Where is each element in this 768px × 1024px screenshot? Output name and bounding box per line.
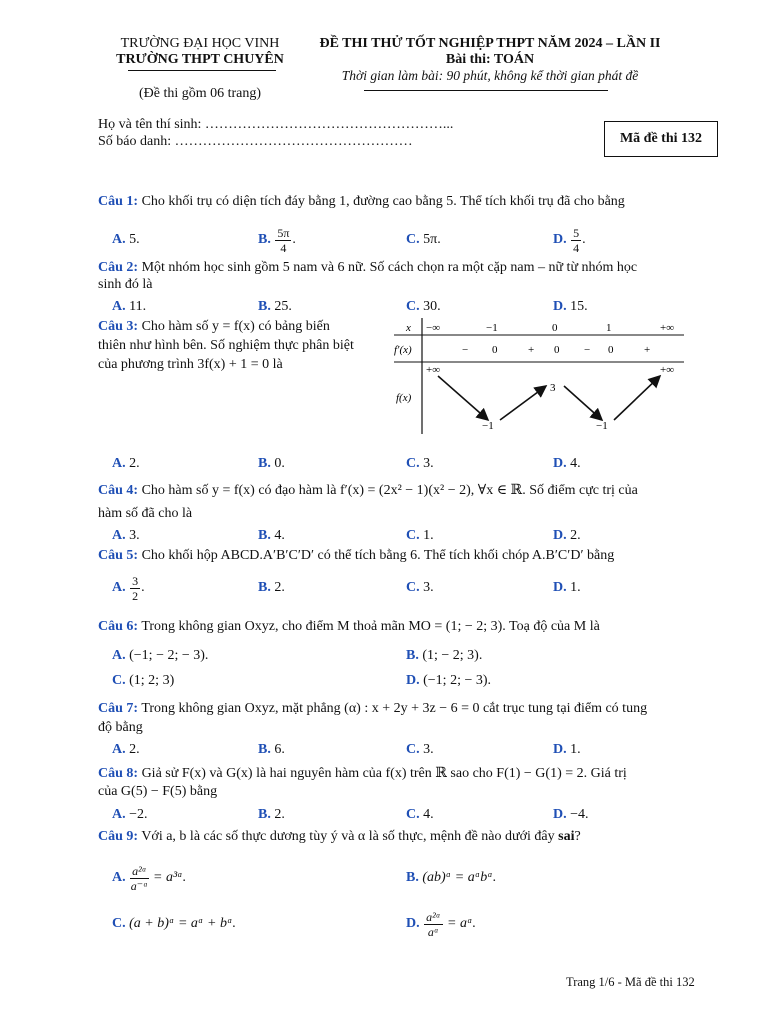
- question-text: Cho hàm số y = f(x) có đạo hàm là f′(x) = (2x² − 1)(x² − 2), ∀x ∈ ℝ. Số điểm cực trị của: [141, 483, 638, 498]
- question-9: Câu 9: Với a, b là các số thực dương tùy ý và α là số thực, mệnh đề nào dưới đây sai?: [98, 829, 581, 844]
- school-subname: TRƯỜNG THPT CHUYÊN: [116, 52, 284, 67]
- q2-option-d: D. 15.: [553, 299, 588, 314]
- vt-sign: 0: [492, 344, 498, 356]
- q9-option-d: D. $\frac{\text{a²ᵅ}}{\text{aᵅ}}$ = aᵅ.: [406, 909, 477, 939]
- question-label: Câu 8:: [98, 766, 139, 781]
- question-3: [98, 319, 330, 335]
- question-3-cont1: thiên như hình bên. Số nghiệm thực phân biệt: [98, 338, 354, 353]
- vt-f-label: f(x): [396, 392, 412, 404]
- page-footer: Trang 1/6 - Mã đề thi 132: [566, 975, 695, 989]
- question-label: Câu 1:: [98, 194, 139, 209]
- vt-sign: +: [528, 344, 535, 356]
- q7-option-a: A. 2.: [112, 742, 140, 757]
- vt-sign: 0: [554, 344, 560, 356]
- question-text: Trong không gian Oxyz, cho điểm M thoả mãn MO = (1; − 2; 3). Toạ độ của M là: [141, 619, 600, 634]
- page-count: (Đề thi gồm 06 trang): [138, 86, 262, 101]
- question-3-cont2: của phương trình 3f(x) + 1 = 0 là: [98, 357, 283, 372]
- vt-f-val: 3: [550, 382, 556, 394]
- question-7-cont: độ bằng: [98, 720, 143, 735]
- candidate-name-line: Họ và tên thí sinh: ……………………………………………...: [98, 117, 454, 132]
- q5-option-a: A. $\frac{3}{2}$ .: [112, 573, 145, 603]
- q3-option-d: D. 4.: [553, 456, 581, 471]
- question-text: Với a, b là các số thực dương tùy ý và α là số thực, mệnh đề nào dưới đây: [141, 829, 559, 844]
- exam-time-note: Thời gian làm bài: 90 phút, không kể thời gian phát đề: [341, 68, 639, 83]
- q8-option-a: A. −2.: [112, 807, 148, 822]
- vt-arrow-down: [438, 376, 488, 420]
- q9-option-c: C. (a + b)ᵅ = aᵅ + bᵅ.: [112, 916, 237, 931]
- vt-f-val: −1: [482, 420, 494, 432]
- q8-option-c: C. 4.: [406, 807, 434, 822]
- exam-code-box: Mã đề thi 132: [604, 121, 718, 157]
- q3-option-c: C. 3.: [406, 456, 434, 471]
- question-5: [98, 548, 614, 564]
- question-8-cont: của G(5) − F(5) bằng: [98, 784, 218, 799]
- q9-option-b: B. (ab)ᵅ = aᵅbᵅ.: [406, 870, 497, 885]
- school-name: TRƯỜNG ĐẠI HỌC VINH: [120, 36, 280, 51]
- q8-option-b: B. 2.: [258, 807, 285, 822]
- q2-option-b: B. 25.: [258, 299, 292, 314]
- exam-subject: Bài thi: TOÁN: [445, 52, 535, 67]
- vt-arrow-up: [500, 386, 546, 420]
- q7-option-d: D. 1.: [553, 742, 581, 757]
- vt-f-val: −1: [596, 420, 608, 432]
- vt-sign: +: [644, 344, 651, 356]
- question-8: [98, 765, 627, 782]
- vt-sign: 0: [608, 344, 614, 356]
- question-2-cont: sinh đó là: [98, 277, 153, 292]
- vt-x-val: +∞: [660, 322, 675, 334]
- q6-option-c: C. (1; 2; 3): [112, 673, 175, 688]
- vt-f-val: +∞: [660, 364, 675, 376]
- vt-fp-label: f′(x): [394, 344, 412, 356]
- q9-option-a: A. $\frac{\text{a²ᵅ}}{\text{a⁻ᵅ}}$ = a³ᵅ.: [112, 863, 187, 893]
- question-label: Câu 2:: [98, 260, 139, 275]
- vt-f-val: +∞: [426, 364, 441, 376]
- question-1: [98, 194, 625, 210]
- q6-option-a: A. (−1; − 2; − 3).: [112, 648, 209, 663]
- question-6: [98, 619, 600, 635]
- question-emphasis: sai: [558, 829, 575, 844]
- question-4-cont: hàm số đã cho là: [98, 506, 193, 521]
- question-text: Một nhóm học sinh gồm 5 nam và 6 nữ. Số cách chọn ra một cặp nam – nữ từ nhóm học: [141, 260, 638, 275]
- q5-option-d: D. 1.: [553, 580, 581, 595]
- q6-option-b: B. (1; − 2; 3).: [406, 648, 483, 663]
- q4-option-b: B. 4.: [258, 528, 285, 543]
- exam-title: ĐỀ THI THỬ TỐT NGHIỆP THPT NĂM 2024 – LẦN II: [319, 36, 661, 51]
- question-text: Cho khối hộp ABCD.A′B′C′D′ có thể tích bằng 6. Thể tích khối chóp A.B′C′D′ bằng: [141, 548, 615, 563]
- vt-sign: −: [584, 344, 591, 356]
- question-label: Câu 3:: [98, 319, 139, 334]
- question-label: Câu 7:: [98, 701, 139, 716]
- q6-option-d: D. (−1; 2; − 3).: [406, 673, 492, 688]
- vt-x-label: x: [406, 322, 411, 334]
- question-7: [98, 701, 647, 717]
- question-2: [98, 260, 637, 276]
- q4-option-c: C. 1.: [406, 528, 434, 543]
- q4-option-a: A. 3.: [112, 528, 140, 543]
- question-text: Cho khối trụ có diện tích đáy bằng 1, đường cao bằng 5. Thể tích khối trụ đã cho bằng: [141, 194, 625, 209]
- question-text: Trong không gian Oxyz, mặt phẳng (α) : x + 2y + 3z − 6 = 0 cắt trục tung tại điểm có tung: [141, 701, 648, 716]
- vt-x-val: 1: [606, 322, 612, 334]
- vt-x-val: −∞: [426, 322, 441, 334]
- vt-arrow-up: [614, 376, 660, 420]
- question-label: Câu 4:: [98, 483, 139, 498]
- q7-option-c: C. 3.: [406, 742, 434, 757]
- q2-option-c: C. 30.: [406, 299, 441, 314]
- question-label: Câu 5:: [98, 548, 139, 563]
- q4-option-d: D. 2.: [553, 528, 581, 543]
- question-text: Giả sử F(x) và G(x) là hai nguyên hàm của f(x) trên ℝ sao cho F(1) − G(1) = 2. Giá trị: [141, 766, 627, 781]
- vt-arrow-down: [564, 386, 602, 420]
- q8-option-d: D. −4.: [553, 807, 589, 822]
- q7-option-b: B. 6.: [258, 742, 285, 757]
- q3-option-a: A. 2.: [112, 456, 140, 471]
- q1-option-d: D. $\frac{5}{4}$ .: [553, 225, 586, 255]
- q1-option-a: A. 5.: [112, 232, 140, 247]
- vt-x-val: 0: [552, 322, 558, 334]
- vt-sign: −: [462, 344, 469, 356]
- question-4: [98, 482, 638, 499]
- question-label: Câu 6:: [98, 619, 139, 634]
- question-label: Câu 9:: [98, 829, 139, 844]
- candidate-id-line: Số báo danh: ……………………………………………: [98, 134, 413, 149]
- q1-option-b: B. $\frac{5\pi}{4}$ .: [258, 225, 296, 255]
- question-text: Cho hàm số y = f(x) có bảng biến: [141, 319, 330, 334]
- variation-table: [388, 316, 688, 438]
- q2-option-a: A. 11.: [112, 299, 147, 314]
- q1-option-c: C. 5π.: [406, 232, 441, 247]
- q5-option-c: C. 3.: [406, 580, 434, 595]
- vt-x-val: −1: [486, 322, 498, 334]
- header-underline-right: [364, 90, 608, 91]
- header-underline-left: [128, 70, 276, 71]
- q5-option-b: B. 2.: [258, 580, 285, 595]
- q3-option-b: B. 0.: [258, 456, 285, 471]
